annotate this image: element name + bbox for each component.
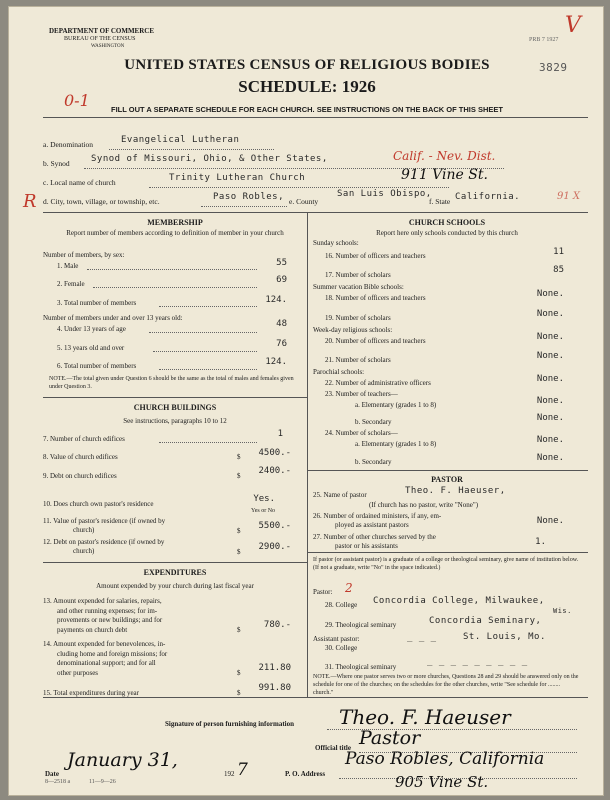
column-divider bbox=[307, 212, 308, 697]
q15-label: 15. Total expenditures during year bbox=[43, 689, 139, 697]
graduate-note: If pastor (or assistant pastor) is a graduate of a college or theological seminary, give name of institution below. (If not a graduate, write "No" in the space indicated.) bbox=[313, 557, 579, 571]
q13-value: 780.- bbox=[263, 620, 291, 630]
q6-value: 124. bbox=[265, 357, 287, 367]
q23-label: 23. Number of teachers— bbox=[325, 390, 398, 398]
po-address-label: P. O. Address bbox=[285, 770, 326, 778]
schedule-title: SCHEDULE: 1926 bbox=[238, 77, 376, 96]
yes-no-hint: Yes or No bbox=[251, 508, 276, 514]
q9-label: 9. Debt on church edifices bbox=[43, 472, 117, 480]
membership-title: MEMBERSHIP bbox=[147, 218, 203, 227]
form-title: UNITED STATES CENSUS OF RELIGIOUS BODIES bbox=[124, 57, 490, 73]
q21-value: None. bbox=[536, 351, 564, 361]
q14-label: 14. Amount expended for benevolences, in- cluding home and foreign missions; for denominational support; and for all other purposes bbox=[43, 640, 168, 677]
po-address-value: Paso Robles, California bbox=[345, 749, 545, 769]
seminary-value: Concordia Seminary, bbox=[429, 616, 542, 626]
q20-value: None. bbox=[536, 332, 564, 342]
q12-value: 2900.- bbox=[258, 542, 291, 552]
expenditures-subtitle: Amount expended by your church during last fiscal year bbox=[96, 582, 254, 590]
q6-label: 6. Total number of members bbox=[57, 362, 137, 370]
q19-label: 19. Number of scholars bbox=[325, 314, 391, 322]
college-value: Concordia College, Milwaukee, bbox=[373, 596, 545, 606]
separate-schedule-instruction: FILL OUT A SEPARATE SCHEDULE FOR EACH CHURCH. SEE INSTRUCTIONS ON THE BACK OF THIS SHEET bbox=[111, 105, 503, 114]
q17-label: 17. Number of scholars bbox=[325, 271, 391, 279]
q14-value: 211.80 bbox=[258, 663, 291, 673]
synod-district-note: Calif. - Nev. Dist. bbox=[393, 149, 496, 163]
q5-label: 5. 13 years old and over bbox=[57, 344, 125, 352]
census-form: DEPARTMENT OF COMMERCE BUREAU OF THE CENSUS WASHINGTON PRB 7 1927 V 3829 UNITED STATES CENSUS OF RELIGIOUS BODIES SCHEDULE: 1926 0-1 FILL OUT A SEPARATE SCHEDULE FOR EACH CHURCH. SEE INSTRUCTIONS ON THE BACK OF THIS SHEET a. Denomination Evangelical Lutheran b. Synod Synod of Missouri, Ohio, & Other States, Calif. - Nev. Dist. c. Local name of church Trinity Lutheran Church 911 Vine St. R d. City, town, village, or township, etc. Paso Robles, e. County San Luis Obispo, f. State California. 91 X MEMBERSHIP Report number of members according to definition of member in your church Number of members, by sex: 1. Male 55 2. Female 69 3. Total number of members 124. Number of members under and over 13 years old: 4. Under 13 years of age 48 5. 13 years old and over 76 6. Total number of members 124. NOTE.—The total given under Question 6 should be the same as the total of males and females given under Question 3. CHURCH BUILDINGS See instructions, paragraphs 10 to 12 7. Number of church edifices 1 8. Value of church edifices $ 4500.- 9. Debt on church edifices $ 2400.- 10. Does church own pastor's residence Yes. Yes or No 11. Value of pastor's residence (if owned by church) $ 5500.- 12. Debt on pastor's residence (if owned by church) $ 2900.- EXPENDITURES Amount expended by your church during last fiscal year 13. Amount expended for salaries, repairs, and other running expenses; for im- provements or new buildings; and for payments on church debt $ 780.- 14. Amount expended for benevolences, in- cluding home and foreign missions; for denominational support; and for all other purposes $ 211.80 15. Total expenditures during year $ 991.80 CHURCH SCHOOLS Report here only schools conducted by this church Sunday schools: 16. Number of officers and teachers 11 17. Number of scholars 85 Summer vacation Bible schools: 18. Number of officers and teachers None. 19. Number of scholars None. Week-day religious schools: 20. Number of officers and teachers None. 21. Number of scholars None. Parochial schools: 22. Number of administrative officers None. 23. Number of teachers— a. Elementary (grades 1 to 8) None. b. Secondary None. 24. Number of scholars— a. Elementary (grades 1 to 8) None. b. Secondary None. PASTOR 25. Name of pastor Theo. F. Haeuser, (If church has no pastor, write "None") 26. Number of ordained ministers, if any, em- ployed as assistant pastors None. 27. Number of other churches served by the pastor or his assistants 1. If pastor (or assistant pastor) is a graduate of a college or theological seminary, give name of institution below. (If not a graduate, write "No" in the space indicated.) Pastor: 2 28. College Concordia College, Milwaukee, Wis. 29. Theological seminary Concordia Seminary, Assistant pastor: St. Louis, Mo. 30. College _ _ _ 31. Theological seminary _ _ _ _ _ _ _ _ _ NOTE.—Where one pastor serves two or more churches, Questions 28 and 29 should be answered only on the schedule for one of the churches; on the schedules for the other churches, write "See schedule for ........ church." Signature of person furnishing information Theo. F. Haeuser Official title Pastor Date January 31, 192 7 8—2518 a 11—9—26 P. O. Address Paso Robles, California 905 Vine St. bbox=[8, 6, 604, 796]
pastor-red-mark: 2 bbox=[345, 581, 353, 595]
q12-label: 12. Debt on pastor's residence (if owned by bbox=[43, 538, 165, 546]
city-value: Paso Robles, bbox=[213, 192, 285, 202]
year-digit: 7 bbox=[237, 760, 248, 780]
q25-label: 25. Name of pastor bbox=[313, 491, 367, 499]
city-label: d. City, town, village, or township, etc. bbox=[43, 197, 160, 206]
schools-subtitle: Report here only schools conducted by this church bbox=[376, 229, 518, 237]
state-value: California. bbox=[455, 192, 521, 202]
red-r-mark: R bbox=[23, 191, 37, 212]
date-label: Date bbox=[45, 770, 59, 778]
official-title-value: Pastor bbox=[359, 727, 421, 749]
q28-label: 28. College bbox=[325, 601, 358, 609]
form-number: 3829 bbox=[539, 61, 568, 74]
q27-label: 27. Number of other churches served by the bbox=[313, 533, 436, 541]
q8-value: 4500.- bbox=[258, 448, 291, 458]
year-prefix: 192 bbox=[224, 770, 235, 778]
city-line bbox=[201, 206, 287, 207]
q21-label: 21. Number of scholars bbox=[325, 356, 391, 364]
local-name-line bbox=[149, 187, 449, 188]
location-label: WASHINGTON bbox=[91, 44, 125, 49]
membership-subtitle: Report number of members according to definition of member in your church bbox=[66, 229, 284, 237]
q7-value: 1 bbox=[277, 429, 283, 439]
q29-label: 29. Theological seminary bbox=[325, 621, 397, 629]
schools-title: CHURCH SCHOOLS bbox=[408, 218, 486, 227]
q17-value: 85 bbox=[553, 265, 564, 275]
q27-value: 1. bbox=[535, 537, 546, 547]
q13-label: 13. Amount expended for salaries, repairs, and other running expenses; for im- provements or new buildings; and for payments on church debt bbox=[43, 597, 163, 634]
corner-check-mark: V bbox=[565, 13, 581, 38]
official-title-label: Official title bbox=[315, 744, 351, 752]
signature: Theo. F. Haeuser bbox=[339, 705, 511, 729]
pastor-note: NOTE.—Where one pastor serves two or more churches, Questions 28 and 29 should be answered only on the schedule for one of the churches; on the schedules for the other churches, write "See schedule for ........ church." bbox=[313, 674, 579, 696]
q30-label: 30. College bbox=[325, 644, 358, 652]
q15-value: 991.80 bbox=[258, 683, 291, 693]
q18-label: 18. Number of officers and teachers bbox=[325, 294, 426, 302]
buildings-title: CHURCH BUILDINGS bbox=[133, 403, 217, 412]
q16-label: 16. Number of officers and teachers bbox=[325, 252, 426, 260]
pastor-title: PASTOR bbox=[431, 475, 463, 484]
state-note: 91 X bbox=[557, 191, 581, 202]
q19-value: None. bbox=[536, 309, 564, 319]
q18-value: None. bbox=[536, 289, 564, 299]
q7-label: 7. Number of church edifices bbox=[43, 435, 125, 443]
signature-label: Signature of person furnishing information bbox=[165, 720, 294, 728]
denomination-label: a. Denomination bbox=[43, 140, 93, 149]
q4-label: 4. Under 13 years of age bbox=[57, 325, 126, 333]
header-rule bbox=[43, 117, 588, 118]
q1-label: 1. Male bbox=[57, 262, 79, 270]
state-label: f. State bbox=[429, 197, 451, 206]
date-value: January 31, bbox=[67, 749, 178, 771]
q1-value: 55 bbox=[276, 258, 287, 268]
q22-label: 22. Number of administrative officers bbox=[325, 379, 431, 387]
county-label: e. County bbox=[289, 197, 319, 206]
q26-value: None. bbox=[536, 516, 564, 526]
q26-label: 26. Number of ordained ministers, if any, em- bbox=[313, 512, 442, 520]
q10-label: 10. Does church own pastor's residence bbox=[43, 500, 154, 508]
local-name-value: Trinity Lutheran Church bbox=[169, 173, 306, 183]
local-name-label: c. Local name of church bbox=[43, 178, 116, 187]
expenditures-title: EXPENDITURES bbox=[143, 568, 207, 577]
q11-value: 5500.- bbox=[258, 521, 291, 531]
q3-value: 124. bbox=[265, 295, 287, 305]
red-code: 0-1 bbox=[64, 91, 90, 110]
q24b-value: None. bbox=[536, 453, 564, 463]
bureau-label: BUREAU OF THE CENSUS bbox=[64, 36, 136, 42]
q20-label: 20. Number of officers and teachers bbox=[325, 337, 426, 345]
section-top-rule bbox=[43, 212, 588, 213]
q24-label: 24. Number of scholars— bbox=[325, 429, 398, 437]
under-over-label: Number of members under and over 13 years old: bbox=[43, 314, 183, 322]
q23b-value: None. bbox=[536, 413, 564, 423]
pastor-name-value: Theo. F. Haeuser, bbox=[405, 486, 506, 496]
q9-value: 2400.- bbox=[258, 466, 291, 476]
q2-value: 69 bbox=[276, 275, 287, 285]
buildings-subtitle: See instructions, paragraphs 10 to 12 bbox=[123, 417, 227, 425]
department-label: DEPARTMENT OF COMMERCE bbox=[49, 27, 155, 35]
q11-label: 11. Value of pastor's residence (if owned by bbox=[43, 517, 166, 525]
q2-label: 2. Female bbox=[57, 280, 85, 288]
county-value: San Luis Obispo, bbox=[337, 189, 432, 199]
synod-value: Synod of Missouri, Ohio, & Other States, bbox=[91, 154, 328, 164]
denomination-value: Evangelical Lutheran bbox=[121, 135, 240, 145]
q16-value: 11 bbox=[553, 247, 564, 257]
q4-value: 48 bbox=[276, 319, 287, 329]
q10-value: Yes. bbox=[253, 494, 275, 504]
synod-label: b. Synod bbox=[43, 159, 70, 168]
po-street-value: 905 Vine St. bbox=[395, 773, 489, 791]
q5-value: 76 bbox=[276, 339, 287, 349]
q3-label: 3. Total number of members bbox=[57, 299, 137, 307]
by-sex-label: Number of members, by sex: bbox=[43, 251, 125, 259]
q22-value: None. bbox=[536, 374, 564, 384]
q23a-value: None. bbox=[536, 396, 564, 406]
membership-note: NOTE.—The total given under Question 6 should be the same as the total of males and females given under Question 3. bbox=[49, 376, 294, 390]
q24a-value: None. bbox=[536, 435, 564, 445]
stamp-mark: PRB 7 1927 bbox=[529, 37, 559, 43]
seminary-city-value: St. Louis, Mo. bbox=[463, 632, 546, 642]
denomination-line bbox=[109, 149, 274, 150]
street-address-note: 911 Vine St. bbox=[401, 167, 488, 183]
q31-label: 31. Theological seminary bbox=[325, 663, 397, 671]
q8-label: 8. Value of church edifices bbox=[43, 453, 118, 461]
